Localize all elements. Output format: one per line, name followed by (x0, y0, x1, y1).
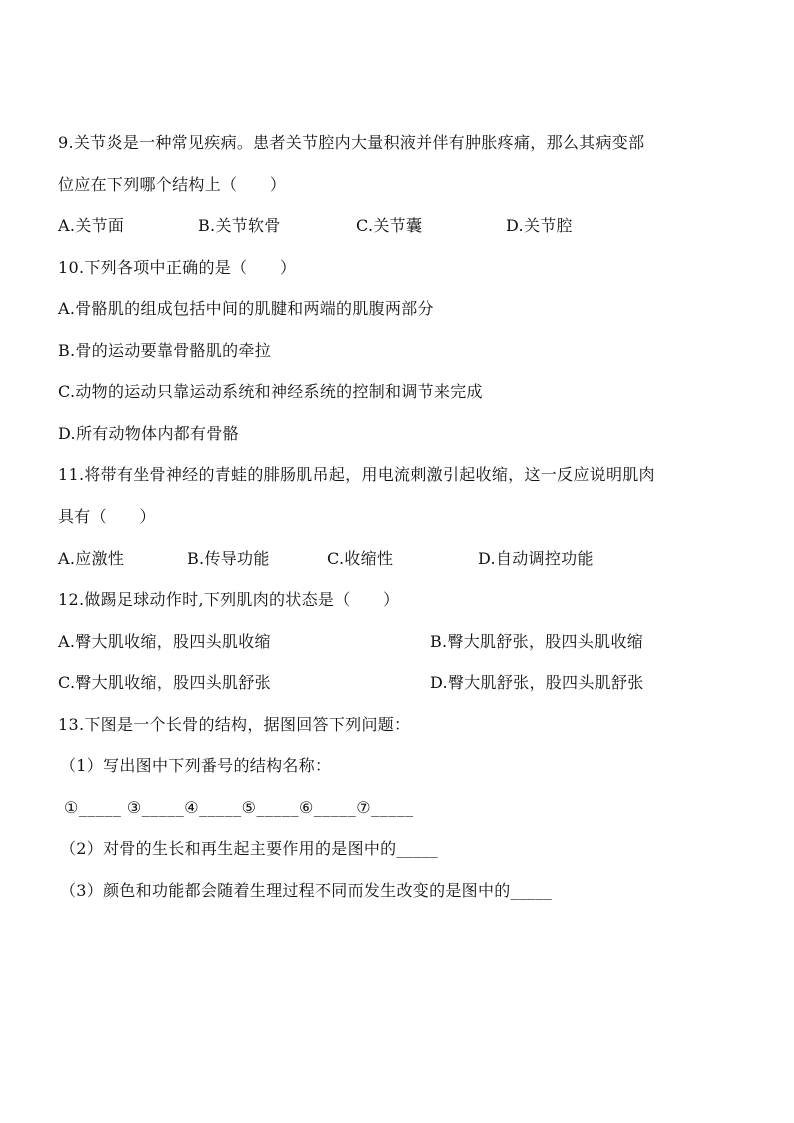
q12-option-d: D.臀大肌舒张，股四头肌舒张 (430, 673, 644, 692)
q9-stem-line2: 位应在下列哪个结构上（ ） (58, 175, 287, 194)
q10-option-a: A.骨骼肌的组成包括中间的肌腱和两端的肌腹两部分 (58, 299, 434, 318)
q13-sub1: （1）写出图中下列番号的结构名称： (60, 756, 332, 775)
q11-option-c: C.收缩性 (327, 549, 394, 568)
q9-option-b: B.关节软骨 (198, 216, 281, 235)
q10-option-c: C.动物的运动只靠运动系统和神经系统的控制和调节来完成 (58, 382, 483, 401)
q10-option-b: B.骨的运动要靠骨骼肌的牵拉 (58, 341, 272, 360)
q10-stem: 10.下列各项中正确的是（ ） (58, 258, 297, 277)
q11-option-a: A.应激性 (58, 549, 125, 568)
q13-blanks: ①_____ ③_____④_____⑤_____⑥_____⑦_____ (64, 798, 414, 817)
q11-stem-line2: 具有（ ） (58, 507, 156, 526)
q11-option-b: B.传导功能 (187, 549, 270, 568)
q9-stem-line1: 9.关节炎是一种常见疾病。患者关节腔内大量积液并伴有肿胀疼痛，那么其病变部 (58, 133, 645, 152)
q9-option-d: D.关节腔 (506, 216, 573, 235)
q13-sub2: （2）对骨的生长和再生起主要作用的是图中的_____ (60, 839, 438, 858)
q10-option-d: D.所有动物体内都有骨骼 (58, 424, 239, 443)
q12-option-b: B.臀大肌舒张，股四头肌收缩 (430, 632, 644, 651)
q12-option-c: C.臀大肌收缩，股四头肌舒张 (58, 673, 271, 692)
q9-option-a: A.关节面 (58, 216, 125, 235)
q9-option-c: C.关节囊 (356, 216, 423, 235)
q13-sub3: （3）颜色和功能都会随着生理过程不同而发生改变的是图中的_____ (60, 881, 553, 900)
q12-option-a: A.臀大肌收缩，股四头肌收缩 (58, 632, 271, 651)
q11-stem-line1: 11.将带有坐骨神经的青蛙的腓肠肌吊起，用电流刺激引起收缩，这一反应说明肌肉 (58, 465, 655, 484)
q12-stem: 12.做踢足球动作时,下列肌肉的状态是（ ） (58, 590, 400, 609)
q11-option-d: D.自动调控功能 (478, 549, 594, 568)
q13-stem: 13.下图是一个长骨的结构，据图回答下列问题： (58, 715, 411, 734)
